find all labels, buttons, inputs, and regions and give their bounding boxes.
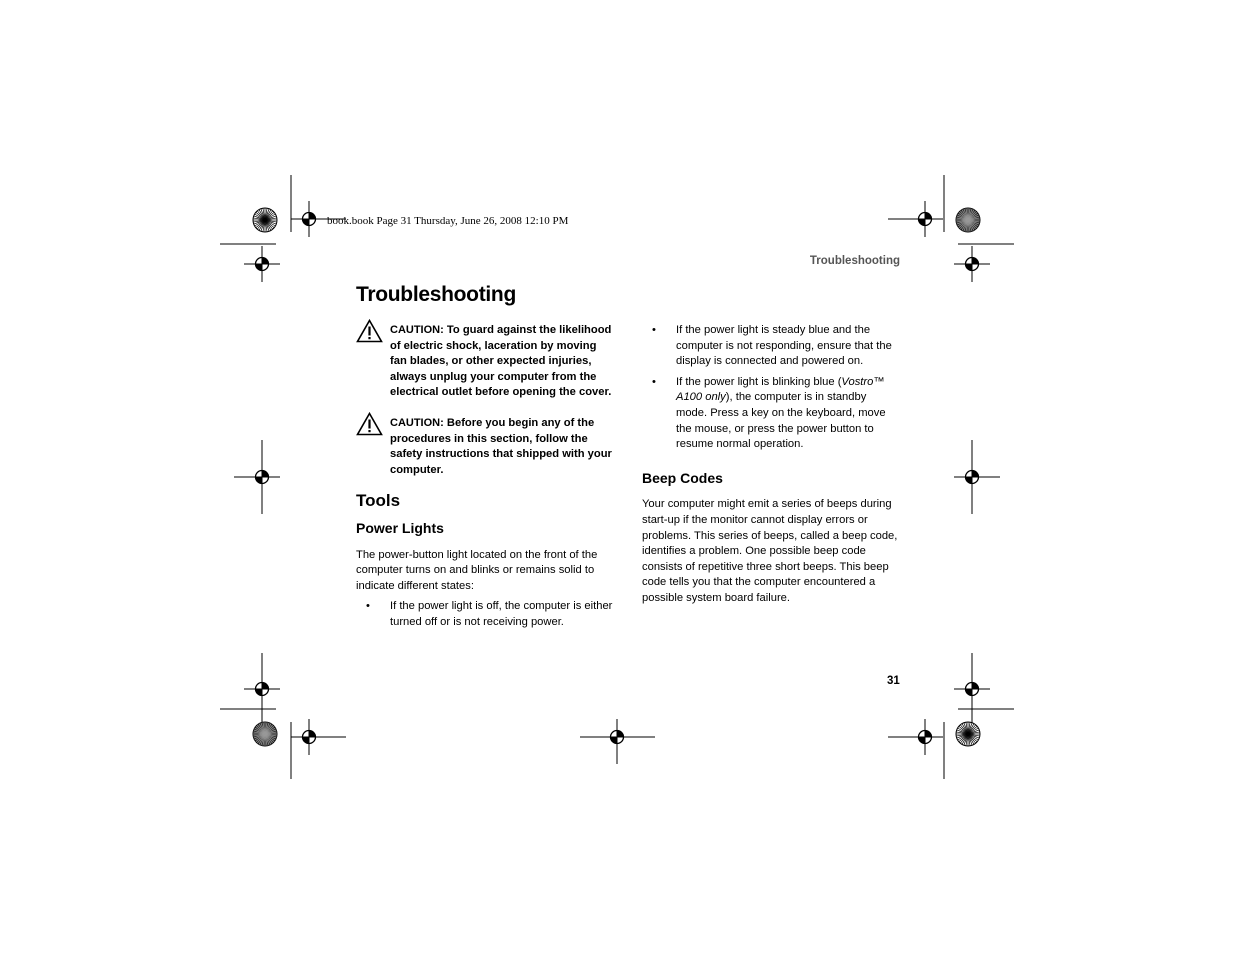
page-number: 31 — [887, 675, 900, 687]
list-item-text: If the power light is off, the computer is either turned off or is not receiving power. — [390, 600, 613, 628]
list-item — [642, 323, 900, 370]
print-slug-line: book.book Page 31 Thursday, June 26, 2008 12:10 PM — [327, 215, 569, 227]
starburst-target-icon — [253, 722, 277, 746]
registration-mark-icon — [244, 246, 280, 282]
caution-text: Before you begin any of the procedures in this section, follow the safety instructions that shipped with your computer. — [390, 416, 612, 476]
power-lights-intro: The power-button light located on the front of the computer turns on and blinks or remains solid to indicate different states: — [356, 548, 598, 592]
list-item-text-b: ), the computer is in standby mode. Press a key on the keyboard, move the mouse, or press the power button to resume normal operation. — [676, 391, 886, 451]
starburst-target-icon — [253, 208, 277, 232]
right-column — [642, 323, 900, 612]
beep-codes-heading: Beep Codes — [642, 469, 723, 486]
bullet-icon: • — [366, 600, 370, 613]
warning-triangle-icon — [356, 412, 383, 436]
list-item — [356, 599, 614, 630]
page-title: Troubleshooting — [356, 283, 516, 306]
starburst-target-icon — [956, 722, 980, 746]
registration-mark-icon — [954, 246, 990, 282]
bullet-icon: • — [652, 324, 656, 336]
caution-text: To guard against the likelihood of electric shock, laceration by moving fan blades, or other expected injuries, always unplug your computer from the electrical outlet before opening the cover. — [390, 324, 612, 399]
tools-heading: Tools — [356, 491, 401, 511]
power-lights-heading: Power Lights — [356, 519, 444, 536]
caution-label: CAUTION: — [390, 324, 444, 336]
caution-notice — [356, 323, 614, 401]
bullet-icon: • — [652, 375, 656, 388]
list-item — [642, 375, 900, 453]
warning-triangle-icon — [356, 319, 383, 343]
running-head: Troubleshooting — [809, 255, 900, 267]
power-lights-list — [356, 599, 614, 630]
power-lights-list-continued — [642, 323, 900, 453]
list-item-text-a: If the power light is blinking blue ( — [676, 375, 842, 388]
caution-notice — [356, 416, 614, 478]
list-item-text: If the power light is steady blue and the computer is not responding, ensure that the display is connected and powered on. — [676, 324, 892, 368]
starburst-target-icon — [956, 208, 980, 232]
beep-codes-text: Your computer might emit a series of beeps during start-up if the monitor cannot display errors or problems. This series of beeps, called a beep code, identifies a problem. One possible beep code consists of repetitive three short beeps. This beep code tells you that the computer encountered a possible system board failure. — [642, 498, 898, 604]
caution-label: CAUTION: — [390, 416, 444, 429]
left-column — [356, 323, 614, 636]
model-name: Vostro™ A100 only — [676, 375, 885, 404]
